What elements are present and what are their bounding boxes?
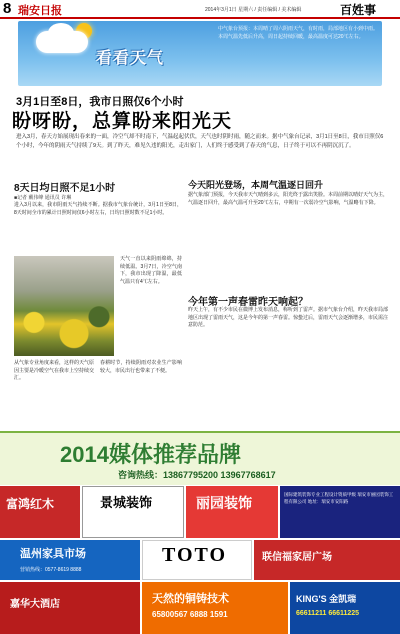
page-number: 8 bbox=[3, 0, 12, 17]
ad-kings-tel: 66611211 66611225 bbox=[296, 610, 360, 617]
weather-forecast-text: 中气象台预报：本周晴了周六阴雨天气，有时雨，局部地区有小到中雨。本周气温先低后升高，周日起持续回暖，最高温度可达20℃左右。 bbox=[218, 26, 379, 40]
ad-kings-name: KING'S 金凯瑞 bbox=[296, 594, 357, 604]
ad-jingcheng-name: 景城装饰 bbox=[100, 495, 153, 510]
left-article-body: 进入3月以来，我市阴雨天气持续不断。据我市气象台统计，3月1日至8日，8天时间全市的累计日照时间仅6小时左右，日均日照时数不足1小时。 bbox=[14, 202, 182, 216]
left-article-title: 8天日均日照不足1小时 bbox=[14, 183, 116, 194]
left-article-body: 从气象专业角度来看，这样的天气原因主要是冷暖空气在我市上空持续交汇。 bbox=[14, 360, 95, 381]
ad-bronze-title: 天然的铜铸技术 bbox=[152, 593, 229, 605]
left-article-body: 天气一直以来阴雨绵绵，持续低温。3月7日，冷空气南下，我市出现了降温，最低气温只有4℃左右。 bbox=[120, 256, 182, 285]
left-article-body: 春耕时节，持续阴雨对农业生产影响较大，市民出行也带来了不便。 bbox=[100, 360, 182, 374]
lead-paragraph: 进入3月，春天方始展现出春来的一面，冷空气却不时南下，气温起起伏伏，天气也时阴时雨，随之而来。据中气象台记录，3月1日至8日，我市日照仅6个小时，今年的阴雨天气持续了9天。到了昨天，难见久违的阳光，走出家门，人们终于感受到了春天的气息，日子终于可以不再阴沉沉了。 bbox=[16, 134, 384, 149]
right-article-title: 今天阳光登场，本周气温逐日回升 bbox=[188, 180, 324, 190]
main-headline: 盼呀盼，总算盼来阳光天 bbox=[12, 111, 233, 132]
banner-phone: 咨询热线：13867795200 13967768617 bbox=[118, 470, 276, 480]
dateline: 2014年3月1日 星期六 / 责任编辑 / 美术编辑 bbox=[205, 7, 302, 13]
cloud-icon bbox=[36, 31, 88, 53]
right-article-title: 今年第一声春雷昨天响起？ bbox=[188, 297, 308, 308]
newspaper-name: 瑞安日报 bbox=[18, 5, 62, 17]
section-name: 百姓事 bbox=[340, 3, 377, 17]
headline-kicker: 3月1日至8日，我市日照仅6个小时 bbox=[16, 96, 184, 108]
ad-kings bbox=[290, 582, 400, 634]
banner-title: 2014媒体推荐品牌 bbox=[60, 442, 241, 467]
ad-lianxin-name: 联信福家居广场 bbox=[262, 552, 332, 563]
ad-hotel-name: 嘉华大酒店 bbox=[10, 599, 60, 610]
ad-fuhong bbox=[0, 486, 80, 538]
right-article-body: 昨天上午，有不少市民在微博上发布消息，称听到了雷声。据市气象台介绍，昨天我市局部地区出现了雷雨天气，这是今年的第一声春雷。惊蛰过后，雷雨天气会逐渐增多，市民需注意防范。 bbox=[188, 307, 389, 328]
weather-banner-title: 看看天气 bbox=[96, 50, 165, 67]
rapeseed-flowers bbox=[14, 300, 114, 356]
weather-banner bbox=[18, 21, 382, 86]
ad-liyuan-name: 丽园装饰 bbox=[196, 495, 252, 511]
ad-toto-logo: TOTO bbox=[162, 544, 228, 566]
right-article-body: 据气象部门预报，今天我市天气晴到多云，阳光终于露出笑脸。本周前期以晴好天气为主，气温逐日回升，最高气温可升至20℃左右，中期有一次弱冷空气影响，气温略有下降。 bbox=[188, 192, 389, 206]
ad-furniture-market-tel: 营销热线：0577-8619 8888 bbox=[20, 567, 82, 573]
ad-fuhong-name: 富鸿红木 bbox=[6, 497, 55, 511]
ad-right-text: 国际建筑装饰专业工程设计资质甲级 瑞安市丽园装饰工程有限公司 地址：瑞安市安阳路 bbox=[284, 492, 394, 504]
ad-furniture-market-name: 温州家具市场 bbox=[20, 548, 86, 560]
ad-bronze-tel: 65800567 6888 1591 bbox=[152, 610, 228, 619]
byline: ■记者 戴伟峰 通讯员 许琳 bbox=[14, 195, 72, 201]
